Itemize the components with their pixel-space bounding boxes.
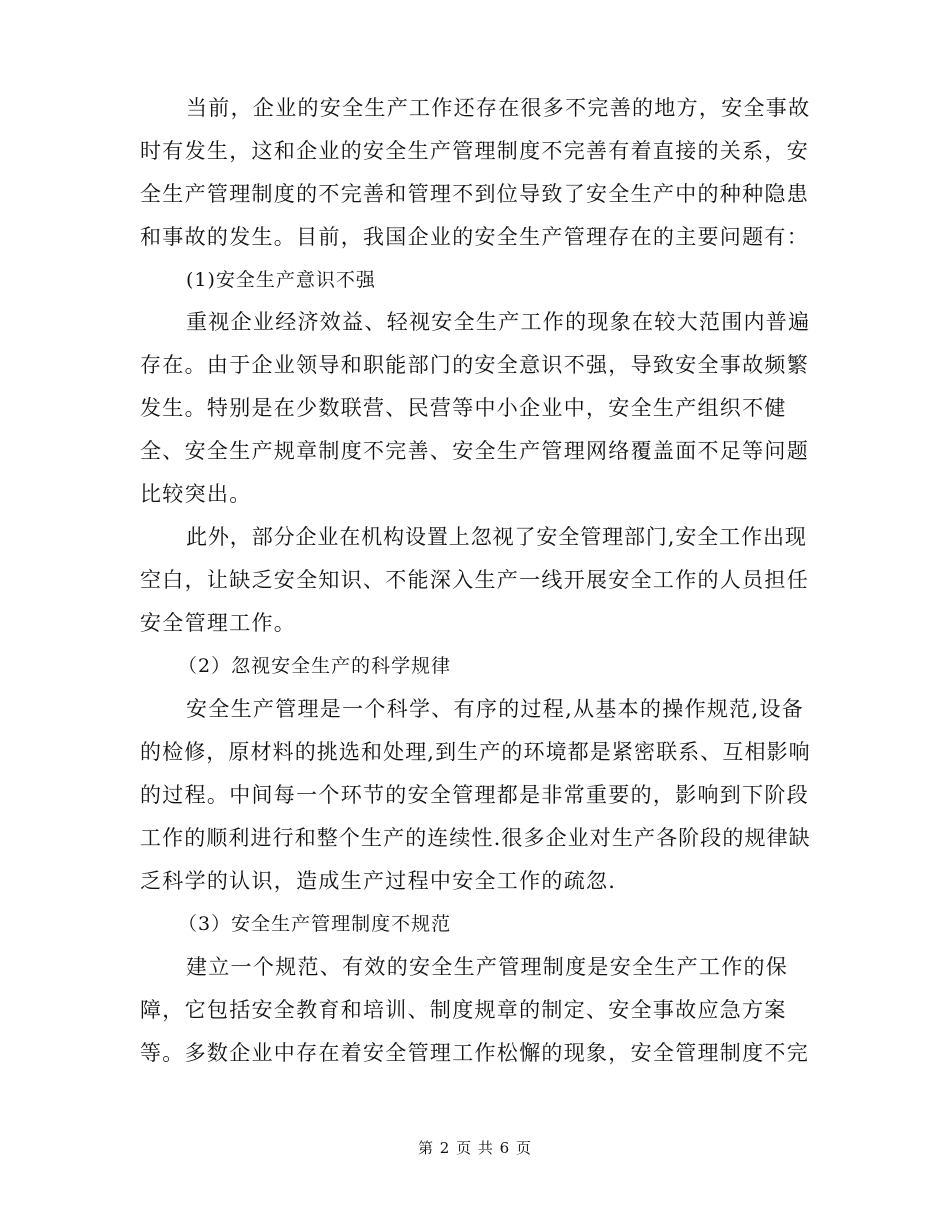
paragraph-line: 障，它包括安全教育和培训、制度规章的制定、安全事故应急方案	[140, 998, 787, 1022]
section-heading: （2）忽视安全生产的科学规律	[178, 655, 452, 677]
paragraph-line: 全、安全生产规章制度不完善、安全生产管理网络覆盖面不足等问题	[140, 439, 809, 463]
paragraph-line: 安全生产管理是一个科学、有序的过程,从基本的操作规范,设备	[186, 697, 805, 721]
paragraph-line: 工作的顺利进行和整个生产的连续性.很多企业对生产各阶段的规律缺	[140, 826, 811, 850]
paragraph-line: 发生。特别是在少数联营、民营等中小企业中，安全生产组织不健	[140, 396, 787, 420]
paragraph-line: 等。多数企业中存在着安全管理工作松懈的现象，安全管理制度不完	[140, 1041, 809, 1065]
section-heading: (1)安全生产意识不强	[186, 269, 376, 291]
section-heading: （3）安全生产管理制度不规范	[178, 913, 452, 935]
paragraph-line: 当前，企业的安全生产工作还存在很多不完善的地方，安全事故	[186, 96, 811, 120]
paragraph-line: 时有发生，这和企业的安全生产管理制度不完善有着直接的关系，安	[140, 139, 809, 163]
paragraph-line: 和事故的发生。目前，我国企业的安全生产管理存在的主要问题有：	[140, 225, 809, 249]
paragraph-line: 的检修，原材料的挑选和处理,到生产的环境都是紧密联系、互相影响	[140, 740, 811, 764]
paragraph-line: 建立一个规范、有效的安全生产管理制度是安全生产工作的保	[186, 955, 789, 979]
paragraph-line: 空白，让缺乏安全知识、不能深入生产一线开展安全工作的人员担任	[140, 568, 809, 592]
paragraph-line: 全生产管理制度的不完善和管理不到位导致了安全生产中的种种隐患	[140, 182, 809, 206]
paragraph-line: 的过程。中间每一个环节的安全管理都是非常重要的，影响到下阶段	[140, 783, 809, 807]
paragraph-line: 重视企业经济效益、轻视安全生产工作的现象在较大范围内普遍	[186, 310, 811, 334]
paragraph-line: 此外，部分企业在机构设置上忽视了安全管理部门,安全工作出现	[186, 525, 807, 549]
paragraph-line: 比较突出。	[140, 482, 252, 506]
paragraph-line: 存在。由于企业领导和职能部门的安全意识不强，导致安全事故频繁	[140, 353, 809, 377]
page-number-footer: 第 2 页 共 6 页	[418, 1139, 532, 1157]
paragraph-line: 安全管理工作。	[140, 611, 297, 635]
paragraph-line: 乏科学的认识，造成生产过程中安全工作的疏忽.	[140, 869, 617, 893]
